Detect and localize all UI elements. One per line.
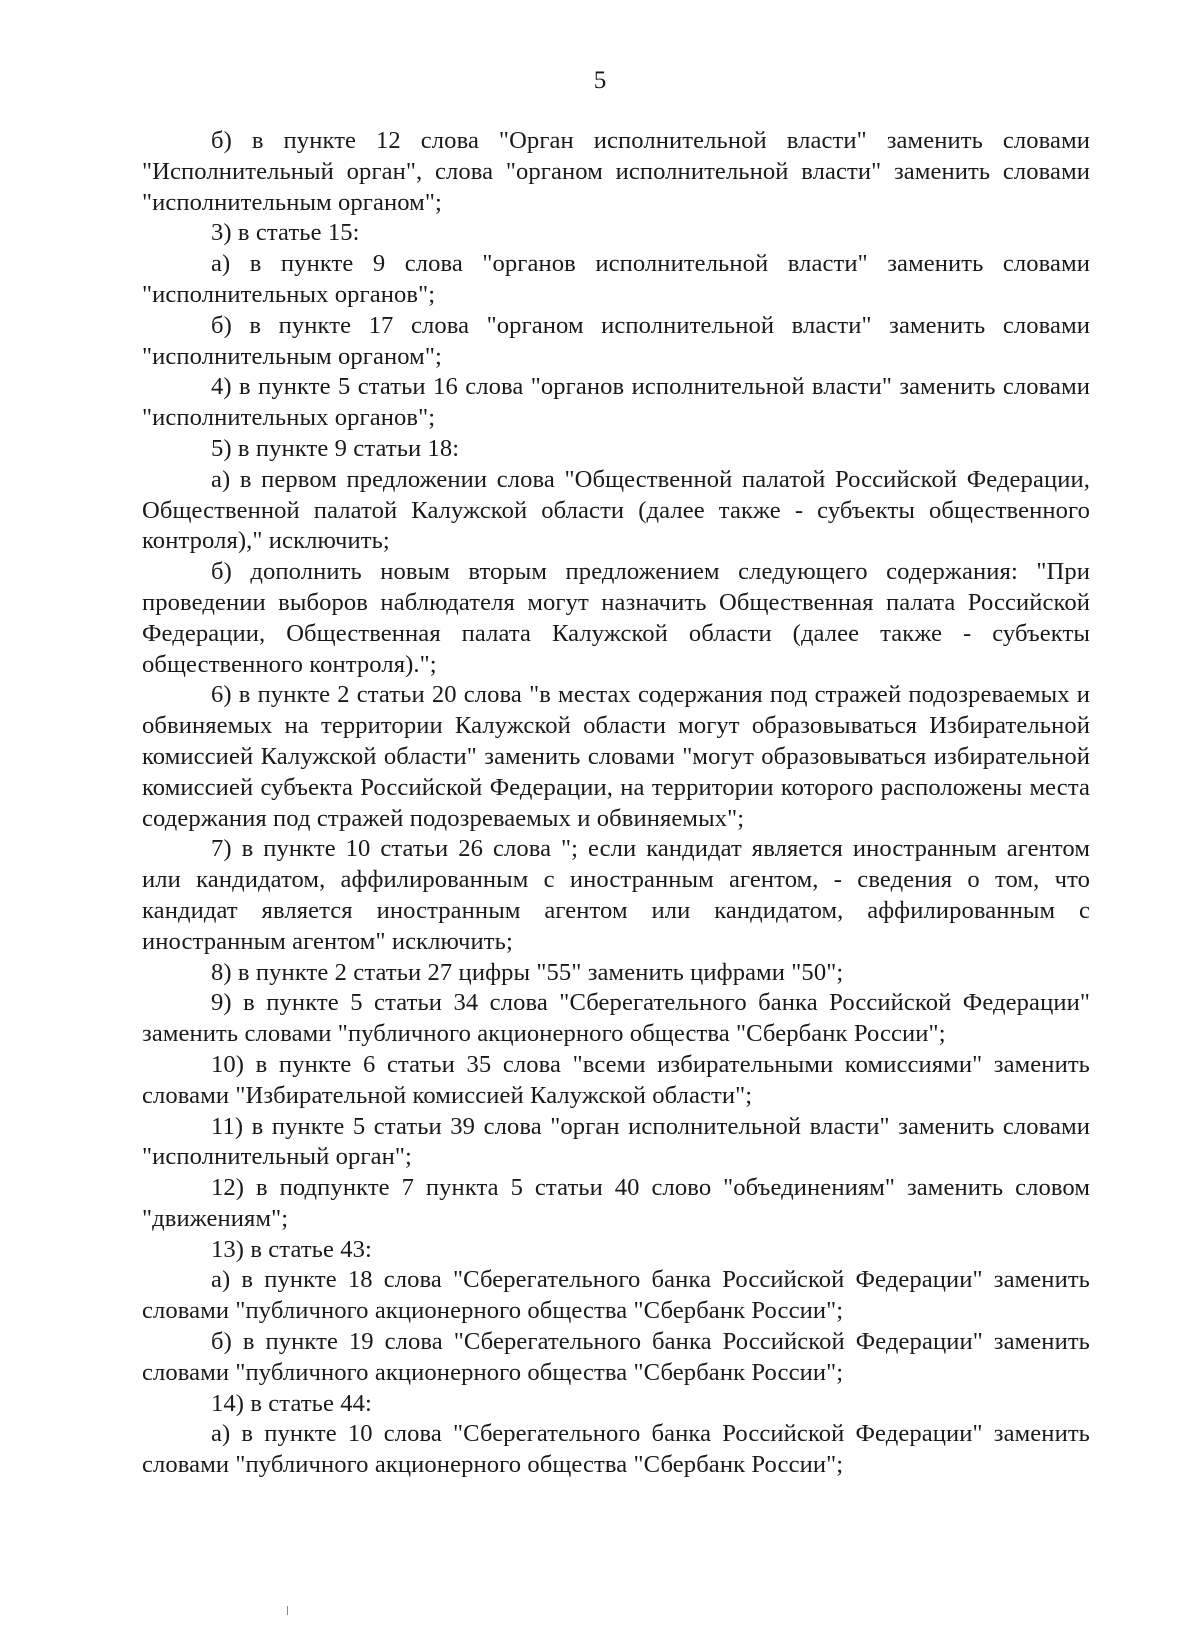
paragraph-5: 5) в пункте 9 статьи 18: <box>211 434 460 462</box>
page-number: 5 <box>593 67 607 94</box>
paragraph-3b: б) в пункте 17 слова "органом исполнительной власти" заменить словами "исполнительным органом"; <box>142 311 1090 370</box>
paragraph-6: 6) в пункте 2 статьи 20 слова "в местах содержания под стражей подозреваемых и обвиняемых на территории Калужской области могут образовываться Избирательной комиссией Калужской области" заменить словами "могут образовываться избирательной комиссией субъекта Российской Федерации, на территории которого расположены места содержания под стражей подозреваемых и обвиняемых"; <box>142 681 1090 832</box>
paragraph-14a: а) в пункте 10 слова "Сберегательного банка Российской Федерации" заменить словами "публичного акционерного общества "Сбербанк России"; <box>142 1420 1090 1479</box>
paragraph-13: 13) в статье 43: <box>211 1235 372 1263</box>
paragraph-8: 8) в пункте 2 статьи 27 цифры "55" заменить цифрами "50"; <box>211 958 844 986</box>
paragraph-12: 12) в подпункте 7 пункта 5 статьи 40 слово "объединениям" заменить словом "движениям"; <box>142 1174 1090 1232</box>
paragraph-5b: б) дополнить новым вторым предложением следующего содержания: "При проведении выборов наблюдателя могут назначить Общественная палата Российской Федерации, Общественная палата Калужской области (далее также - субъекты общественного контроля)."; <box>142 558 1090 678</box>
paragraph-5a: а) в первом предложении слова "Общественной палатой Российской Федерации, Общественной палатой Калужской области (далее также - субъекты общественного контроля)," исключить; <box>142 465 1090 555</box>
document-body <box>142 126 1090 1481</box>
scan-mark <box>287 1606 288 1615</box>
paragraph-3a: а) в пункте 9 слова "органов исполнительной власти" заменить словами "исполнительных органов"; <box>142 250 1090 308</box>
paragraph-14: 14) в статье 44: <box>211 1389 372 1417</box>
paragraph-12b: б) в пункте 12 слова "Орган исполнительной власти" заменить словами "Исполнительный орган", слова "органом исполнительной власти" заменить словами "исполнительным органом"; <box>142 127 1090 216</box>
paragraph-4: 4) в пункте 5 статьи 16 слова "органов исполнительной власти" заменить словами "исполнительных органов"; <box>142 373 1090 432</box>
paragraph-3: 3) в статье 15: <box>211 219 360 247</box>
paragraph-13a: а) в пункте 18 слова "Сберегательного банка Российской Федерации" заменить словами "публичного акционерного общества "Сбербанк России"; <box>142 1266 1090 1325</box>
paragraph-10: 10) в пункте 6 статьи 35 слова "всеми избирательными комиссиями" заменить словами "Избирательной комиссией Калужской области"; <box>142 1050 1090 1109</box>
paragraph-11: 11) в пункте 5 статьи 39 слова "орган исполнительной власти" заменить словами "исполнительный орган"; <box>142 1112 1090 1171</box>
paragraph-7: 7) в пункте 10 статьи 26 слова "; если кандидат является иностранным агентом или кандидатом, аффилированным с иностранным агентом, - сведения о том, что кандидат является иностранным агентом или кандидатом, аффилированным с иностранным агентом" исключить; <box>142 835 1090 955</box>
paragraph-9: 9) в пункте 5 статьи 34 слова "Сберегательного банка Российской Федерации" заменить словами "публичного акционерного общества "Сбербанк России"; <box>142 989 1090 1048</box>
paragraph-13b: б) в пункте 19 слова "Сберегательного банка Российской Федерации" заменить словами "публичного акционерного общества "Сбербанк России"; <box>142 1328 1090 1386</box>
